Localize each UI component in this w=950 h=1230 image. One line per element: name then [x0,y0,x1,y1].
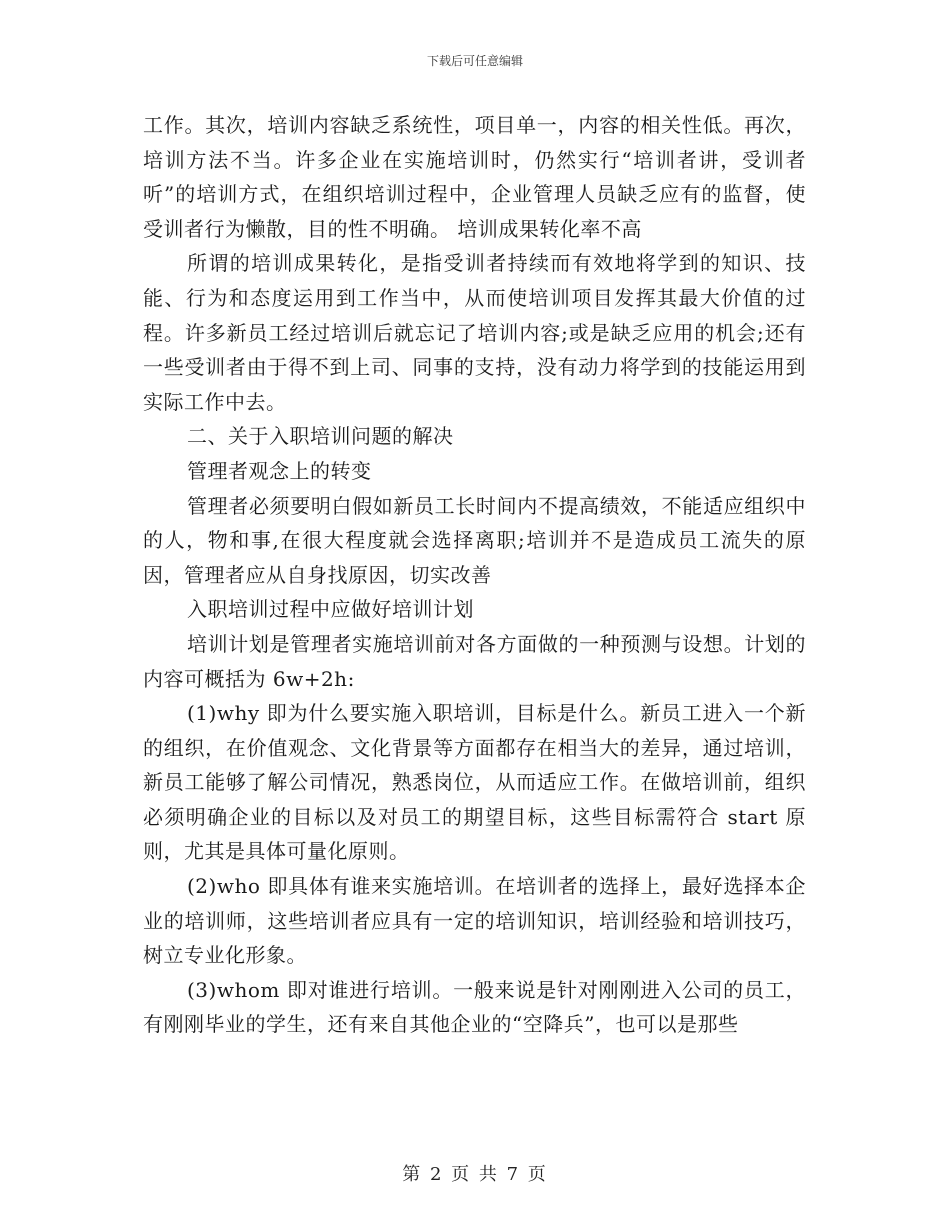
page-header-note: 下载后可任意编辑 [426,54,523,68]
paragraph-who: (2)who 即具体有谁来实施培训。在培训者的选择上，最好选择本企业的培训师，这些培训者应具有一定的培训知识，培训经验和培训技巧，树立专业化形象。 [143,874,806,968]
page-number: 第 2 页 共 7 页 [402,1164,548,1185]
section-heading: 二、关于入职培训问题的解决 [187,424,454,449]
paragraph-4: 培训计划是管理者实施培训前对各方面做的一种预测与设想。计划的内容可概括为 6w+2h: [143,631,806,691]
subheading-training-plan: 入职培训过程中应做好培训计划 [187,597,474,622]
paragraph-whom: (3)whom 即对谁进行培训。一般来说是针对刚刚进入公司的员工，有刚刚毕业的学生，还有来自其他企业的“空降兵”，也可以是那些 [143,977,806,1037]
paragraph-1: 工作。其次，培训内容缺乏系统性，项目单一，内容的相关性低。再次，培训方法不当。许多企业在实施培训时，仍然实行“培训者讲，受训者听”的培训方式，在组织培训过程中，企业管理人员缺乏应有的监督，使受训者行为懒散，目的性不明确。 培训成果转化率不高 [143,113,806,241]
paragraph-why: (1)why 即为什么要实施入职培训，目标是什么。新员工进入一个新的组织，在价值观念、文化背景等方面都存在相当大的差异，通过培训，新员工能够了解公司情况，熟悉岗位，从而适应工作。在做培训前，组织必须明确企业的目标以及对员工的期望目标，这些目标需符合 start 原则，尤其是具体可量化原则。 [143,701,806,864]
paragraph-2: 所谓的培训成果转化，是指受训者持续而有效地将学到的知识、技能、行为和态度运用到工作当中，从而使培训项目发挥其最大价值的过程。许多新员工经过培训后就忘记了培训内容;或是缺乏应用的机会;还有一些受训者由于得不到上司、同事的支持，没有动力将学到的技能运用到实际工作中去。 [143,251,806,414]
document-body [143,108,806,1042]
subheading-mindset: 管理者观念上的转变 [187,458,372,483]
paragraph-3: 管理者必须要明白假如新员工长时间内不提高绩效，不能适应组织中的人，物和事,在很大程度就会选择离职;培训并不是造成员工流失的原因，管理者应从自身找原因，切实改善 [143,493,806,587]
